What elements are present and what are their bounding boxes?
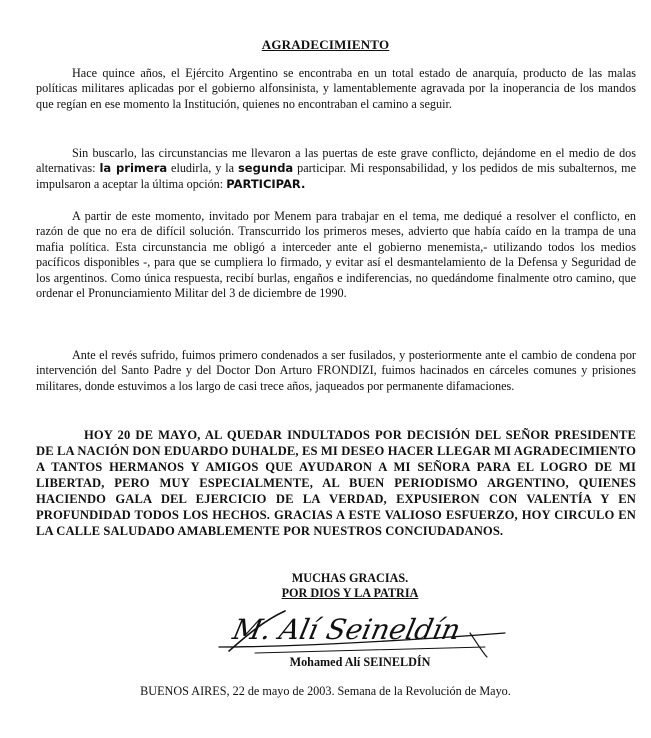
- document-title: AGRADECIMIENTO: [261, 37, 390, 52]
- paragraph-alternatives-text-2: eludirla, y la: [167, 161, 238, 176]
- emphasis-participar: PARTICIPAR.: [226, 176, 306, 191]
- closing-block: [260, 571, 440, 601]
- paragraph-menem: A partir de este momento, invitado por Menem para trabajar en el tema, me dediqué a resolver el conflicto, en razón de que no era de difícil solución. Transcurrido los primeros meses, advierto que había caído en la trampa de una mafia política. Esta circunstancia me obligó a interceder ante el gobierno menemista,- utilizando todos los medios pacíficos disponibles -, para que se cumpliera lo firmado, y evitar así el desmantelamiento de la Defensa y Seguridad de los argentinos. Como única respuesta, recibí burlas, engaños e indiferencias, no quedándome finalmente otro camino, que ordenar el Pronunciamiento Militar del 3 de diciembre de 1990.: [36, 209, 636, 301]
- closing-motto: POR DIOS Y LA PATRIA: [281, 586, 419, 600]
- paragraph-alternatives-text-3: participar. Mi responsabilidad, y los pedidos de mis subalternos, me impulsaron a aceptar la última opción:: [36, 161, 636, 191]
- paragraph-alternatives: [36, 146, 636, 192]
- paragraph-intro: Hace quince años, el Ejército Argentino se encontraba en un total estado de anarquía, producto de las malas políticas militares aplicadas por el gobierno alfonsinista, y lamentablemente agravada por la inoperancia de los mandos que regían en ese momento la Institución, quienes no encontraban el camino a seguir.: [36, 66, 636, 111]
- emphasis-segunda: segunda: [237, 161, 294, 176]
- signature-text: M. Alí Seineldín: [229, 613, 464, 646]
- signer-name: Mohamed Alí SEINELDÍN: [289, 655, 431, 669]
- footer-dateline: BUENOS AIRES, 22 de mayo de 2003. Semana de la Revolución de Mayo.: [140, 684, 511, 698]
- paragraph-condena: Ante el revés sufrido, fuimos primero condenados a ser fusilados, y posteriormente ante el cambio de condena por intervención del Santo Padre y del Doctor Don Arturo FRONDIZI, fuimos hacinados en cárceles comunes y prisiones militares, donde estuvimos a los largo de casi trece años, jaqueados por permanente difamaciones.: [36, 348, 636, 393]
- emphasis-primera: la primera: [99, 161, 168, 176]
- paragraph-alternatives-text-1: Sin buscarlo, las circunstancias me llevaron a las puertas de este grave conflicto, dejándome en el medio de dos alternativas:: [36, 146, 636, 176]
- closing-thanks: MUCHAS GRACIAS.: [291, 571, 409, 585]
- paragraph-indulto: HOY 20 DE MAYO, AL QUEDAR INDULTADOS POR DECISIÓN DEL SEÑOR PRESIDENTE DE LA NACIÓN DON EDUARDO DUHALDE, ES MI DESEO HACER LLEGAR MI AGRADECIMIENTO A TANTOS HERMANOS Y AMIGOS QUE AYUDARON A MI SEÑORA PARA EL LOGRO DE MI LIBERTAD, PERO MUY ESPECIALMENTE, AL BUEN PERIODISMO ARGENTINO, QUIENES HACIENDO GALA DEL EJERCICIO DE LA VERDAD, EXPUSIERON CON VALENTÍA Y EN PROFUNDIDAD TODOS LOS HECHOS. GRACIAS A ESTE VALIOSO ESFUERZO, HOY CIRCULO EN LA CALLE SALUDADO AMABLEMENTE POR NUESTROS CONCIUDADANOS.: [36, 428, 636, 538]
- handwritten-signature: [215, 603, 515, 659]
